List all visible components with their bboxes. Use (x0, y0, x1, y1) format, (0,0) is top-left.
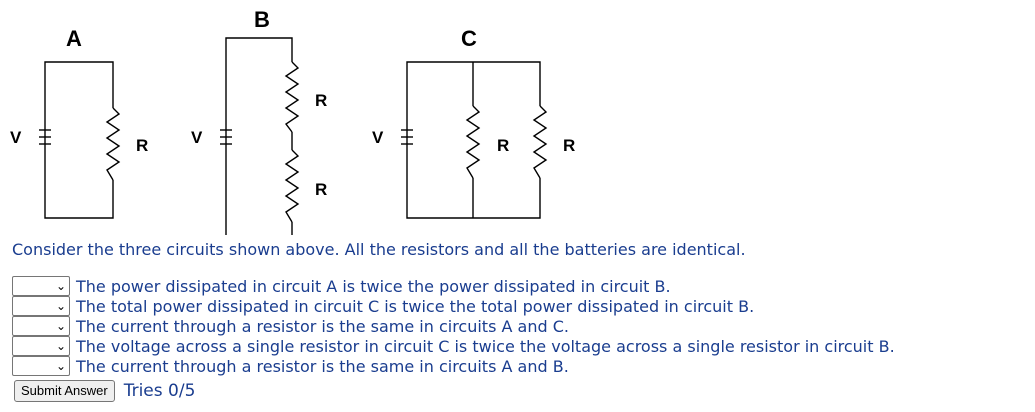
circuit-c-resistor-right-label: R (563, 136, 576, 155)
answer-dropdown[interactable] (12, 276, 70, 296)
statement-row (12, 276, 895, 296)
question-prompt: Consider the three circuits shown above. All the resistors and all the batteries are identical. (12, 240, 746, 259)
statement-row (12, 296, 895, 316)
submit-answer-button[interactable]: Submit Answer (14, 380, 115, 402)
chevron-down-icon: ⌄ (55, 279, 66, 293)
circuit-a-resistor (107, 108, 119, 180)
statement-text: The current through a resistor is the same in circuits A and C. (76, 316, 569, 336)
circuit-c-voltage-label: V (372, 128, 384, 147)
circuit-c-resistor-left (467, 106, 479, 178)
chevron-down-icon: ⌄ (55, 319, 66, 333)
circuit-c-resistor-left-label: R (497, 136, 510, 155)
circuit-a-resistor-label: R (136, 136, 149, 155)
circuit-b-resistor-top-label: R (315, 91, 328, 110)
statement-text: The current through a resistor is the same in circuits A and B. (76, 356, 569, 376)
chevron-down-icon: ⌄ (55, 359, 66, 373)
chevron-down-icon: ⌄ (55, 299, 66, 313)
circuit-b-battery (220, 125, 232, 150)
statement-list (12, 276, 895, 376)
answer-dropdown[interactable] (12, 356, 70, 376)
tries-counter: Tries 0/5 (123, 381, 196, 401)
circuit-a-wire (45, 62, 113, 218)
answer-footer (14, 380, 195, 402)
circuit-a-label: A (66, 26, 82, 51)
statement-text: The total power dissipated in circuit C is twice the total power dissipated in circuit B. (76, 296, 755, 316)
statement-text: The voltage across a single resistor in circuit C is twice the voltage across a single resistor in circuit B. (76, 336, 895, 356)
answer-dropdown[interactable] (12, 316, 70, 336)
circuit-a-battery (39, 125, 51, 150)
answer-dropdown[interactable] (12, 296, 70, 316)
circuit-b-resistor-bottom-label: R (315, 180, 328, 199)
statement-row (12, 336, 895, 356)
circuit-c-resistor-right (534, 106, 546, 178)
statement-row (12, 316, 895, 336)
chevron-down-icon: ⌄ (55, 339, 66, 353)
circuit-b-wire (226, 38, 292, 235)
circuit-c-battery (401, 125, 413, 150)
circuit-b-label: B (254, 7, 270, 32)
circuit-c-label: C (461, 26, 477, 51)
circuit-b-voltage-label: V (191, 128, 203, 147)
circuit-a-voltage-label: V (10, 128, 22, 147)
answer-dropdown[interactable] (12, 336, 70, 356)
statement-row (12, 356, 895, 376)
circuit-b-resistor-bottom (286, 150, 298, 222)
statement-text: The power dissipated in circuit A is twice the power dissipated in circuit B. (76, 276, 671, 296)
circuit-b-resistor-top (286, 62, 298, 132)
